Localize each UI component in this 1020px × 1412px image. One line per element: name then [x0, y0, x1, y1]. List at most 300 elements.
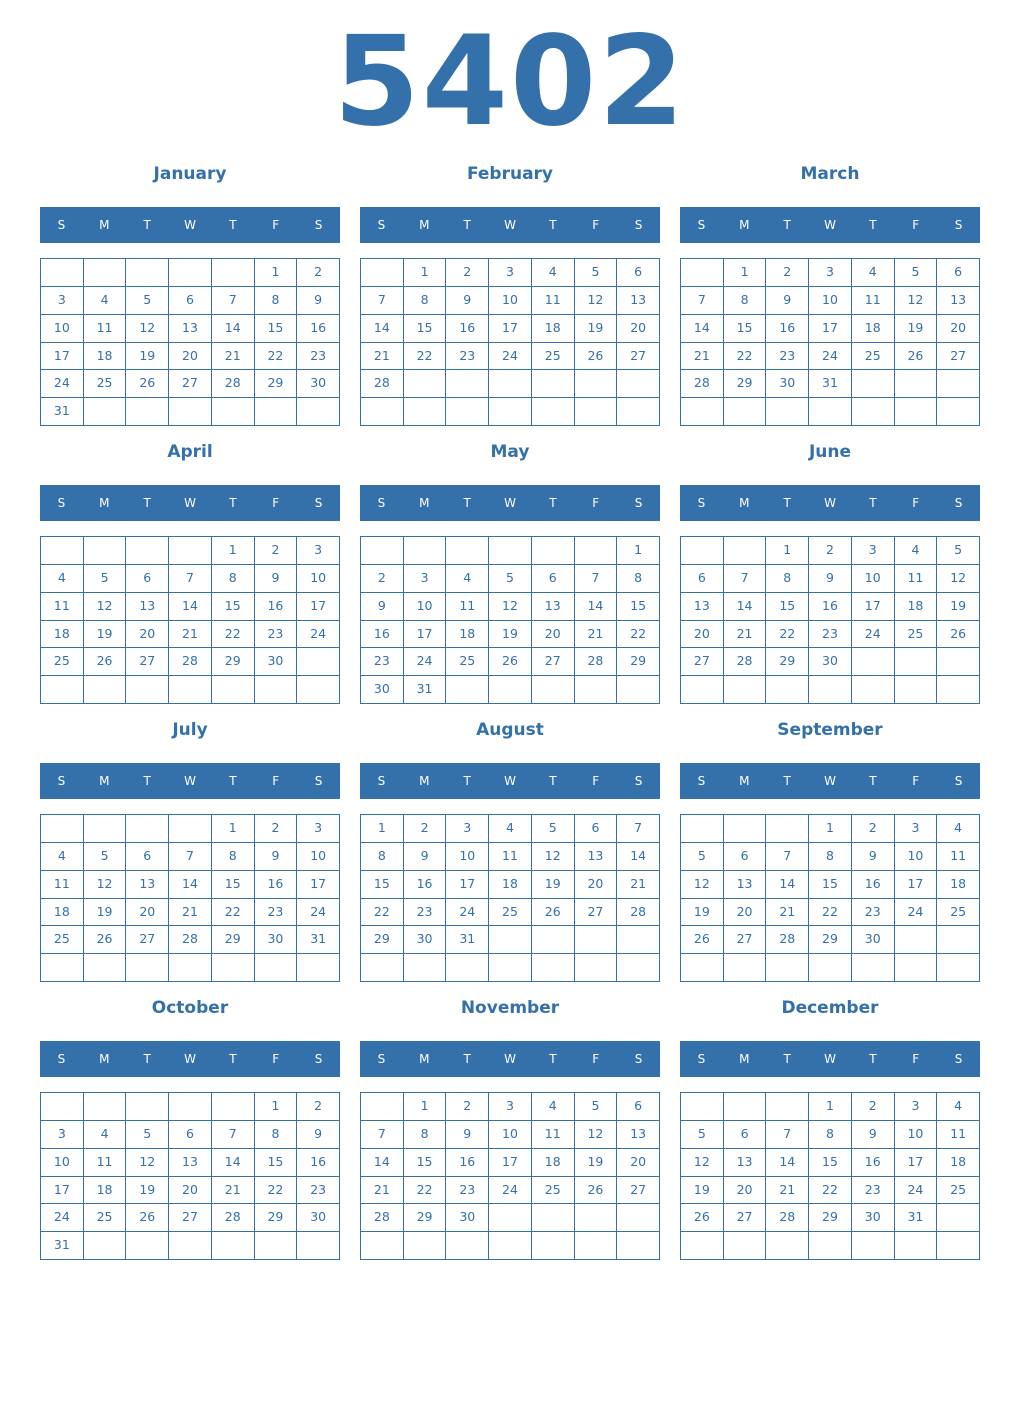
day-cell[interactable]: 22 — [809, 1177, 852, 1205]
day-cell[interactable]: 24 — [852, 621, 895, 649]
day-cell[interactable]: 7 — [169, 565, 212, 593]
day-cell[interactable]: 1 — [809, 1093, 852, 1121]
day-cell[interactable]: 30 — [809, 648, 852, 676]
day-cell[interactable]: 5 — [937, 537, 980, 565]
day-cell[interactable]: 3 — [297, 537, 340, 565]
day-cell[interactable]: 9 — [297, 1121, 340, 1149]
day-cell[interactable]: 6 — [681, 565, 724, 593]
day-cell[interactable]: 21 — [212, 1177, 255, 1205]
day-cell[interactable]: 23 — [809, 621, 852, 649]
day-cell[interactable]: 1 — [255, 1093, 298, 1121]
day-cell[interactable]: 25 — [937, 1177, 980, 1205]
day-cell[interactable]: 16 — [297, 315, 340, 343]
day-cell[interactable]: 9 — [361, 593, 404, 621]
day-cell[interactable]: 21 — [212, 343, 255, 371]
day-cell[interactable]: 3 — [297, 815, 340, 843]
day-cell[interactable]: 9 — [404, 843, 447, 871]
day-cell[interactable]: 18 — [84, 343, 127, 371]
day-cell[interactable]: 21 — [361, 343, 404, 371]
day-cell[interactable]: 26 — [681, 926, 724, 954]
day-cell[interactable]: 17 — [895, 871, 938, 899]
day-cell[interactable]: 24 — [489, 343, 532, 371]
day-cell[interactable]: 17 — [297, 593, 340, 621]
day-cell[interactable]: 26 — [126, 370, 169, 398]
day-cell[interactable]: 18 — [937, 871, 980, 899]
day-cell[interactable]: 29 — [766, 648, 809, 676]
day-cell[interactable]: 19 — [575, 1149, 618, 1177]
day-cell[interactable]: 28 — [169, 648, 212, 676]
day-cell[interactable]: 8 — [212, 565, 255, 593]
day-cell[interactable]: 30 — [255, 926, 298, 954]
day-cell[interactable]: 17 — [489, 315, 532, 343]
day-cell[interactable]: 4 — [532, 259, 575, 287]
day-cell[interactable]: 7 — [724, 565, 767, 593]
day-cell[interactable]: 16 — [255, 593, 298, 621]
day-cell[interactable]: 14 — [361, 315, 404, 343]
day-cell[interactable]: 28 — [361, 370, 404, 398]
day-cell[interactable]: 13 — [681, 593, 724, 621]
day-cell[interactable]: 13 — [617, 1121, 660, 1149]
day-cell[interactable]: 29 — [361, 926, 404, 954]
day-cell[interactable]: 27 — [126, 926, 169, 954]
day-cell[interactable]: 31 — [41, 398, 84, 426]
day-cell[interactable]: 5 — [895, 259, 938, 287]
day-cell[interactable]: 25 — [852, 343, 895, 371]
day-cell[interactable]: 23 — [255, 621, 298, 649]
day-cell[interactable]: 15 — [766, 593, 809, 621]
day-cell[interactable]: 12 — [84, 593, 127, 621]
day-cell[interactable]: 26 — [895, 343, 938, 371]
day-cell[interactable]: 2 — [766, 259, 809, 287]
day-cell[interactable]: 4 — [84, 287, 127, 315]
day-cell[interactable]: 14 — [361, 1149, 404, 1177]
day-cell[interactable]: 20 — [724, 899, 767, 927]
day-cell[interactable]: 17 — [446, 871, 489, 899]
day-cell[interactable]: 30 — [361, 676, 404, 704]
day-cell[interactable]: 1 — [212, 815, 255, 843]
day-cell[interactable]: 26 — [532, 899, 575, 927]
day-cell[interactable]: 25 — [446, 648, 489, 676]
day-cell[interactable]: 22 — [255, 1177, 298, 1205]
day-cell[interactable]: 20 — [724, 1177, 767, 1205]
day-cell[interactable]: 28 — [724, 648, 767, 676]
day-cell[interactable]: 5 — [126, 287, 169, 315]
day-cell[interactable]: 3 — [489, 1093, 532, 1121]
day-cell[interactable]: 4 — [895, 537, 938, 565]
day-cell[interactable]: 19 — [126, 1177, 169, 1205]
day-cell[interactable]: 25 — [937, 899, 980, 927]
day-cell[interactable]: 9 — [446, 1121, 489, 1149]
day-cell[interactable]: 11 — [41, 871, 84, 899]
day-cell[interactable]: 21 — [169, 621, 212, 649]
day-cell[interactable]: 30 — [404, 926, 447, 954]
day-cell[interactable]: 1 — [255, 259, 298, 287]
day-cell[interactable]: 11 — [852, 287, 895, 315]
day-cell[interactable]: 20 — [575, 871, 618, 899]
day-cell[interactable]: 5 — [84, 565, 127, 593]
day-cell[interactable]: 8 — [809, 843, 852, 871]
day-cell[interactable]: 30 — [766, 370, 809, 398]
day-cell[interactable]: 10 — [297, 565, 340, 593]
day-cell[interactable]: 3 — [895, 1093, 938, 1121]
day-cell[interactable]: 10 — [895, 1121, 938, 1149]
day-cell[interactable]: 8 — [724, 287, 767, 315]
day-cell[interactable]: 22 — [724, 343, 767, 371]
day-cell[interactable]: 22 — [212, 621, 255, 649]
day-cell[interactable]: 26 — [489, 648, 532, 676]
day-cell[interactable]: 15 — [212, 871, 255, 899]
day-cell[interactable]: 24 — [489, 1177, 532, 1205]
day-cell[interactable]: 20 — [681, 621, 724, 649]
day-cell[interactable]: 27 — [169, 370, 212, 398]
day-cell[interactable]: 17 — [41, 1177, 84, 1205]
day-cell[interactable]: 15 — [809, 1149, 852, 1177]
day-cell[interactable]: 12 — [126, 1149, 169, 1177]
day-cell[interactable]: 12 — [681, 1149, 724, 1177]
day-cell[interactable]: 10 — [404, 593, 447, 621]
day-cell[interactable]: 4 — [852, 259, 895, 287]
day-cell[interactable]: 23 — [446, 1177, 489, 1205]
day-cell[interactable]: 7 — [766, 1121, 809, 1149]
day-cell[interactable]: 4 — [532, 1093, 575, 1121]
day-cell[interactable]: 10 — [852, 565, 895, 593]
day-cell[interactable]: 5 — [532, 815, 575, 843]
day-cell[interactable]: 14 — [766, 871, 809, 899]
day-cell[interactable]: 12 — [681, 871, 724, 899]
day-cell[interactable]: 3 — [852, 537, 895, 565]
day-cell[interactable]: 14 — [681, 315, 724, 343]
day-cell[interactable]: 13 — [126, 871, 169, 899]
day-cell[interactable]: 24 — [41, 1204, 84, 1232]
day-cell[interactable]: 16 — [404, 871, 447, 899]
day-cell[interactable]: 14 — [617, 843, 660, 871]
day-cell[interactable]: 24 — [404, 648, 447, 676]
day-cell[interactable]: 7 — [361, 1121, 404, 1149]
day-cell[interactable]: 24 — [895, 1177, 938, 1205]
day-cell[interactable]: 12 — [489, 593, 532, 621]
day-cell[interactable]: 13 — [575, 843, 618, 871]
day-cell[interactable]: 19 — [895, 315, 938, 343]
day-cell[interactable]: 9 — [852, 1121, 895, 1149]
day-cell[interactable]: 1 — [212, 537, 255, 565]
day-cell[interactable]: 3 — [446, 815, 489, 843]
day-cell[interactable]: 20 — [169, 343, 212, 371]
day-cell[interactable]: 18 — [532, 315, 575, 343]
day-cell[interactable]: 26 — [84, 648, 127, 676]
day-cell[interactable]: 29 — [809, 1204, 852, 1232]
day-cell[interactable]: 22 — [809, 899, 852, 927]
day-cell[interactable]: 5 — [489, 565, 532, 593]
day-cell[interactable]: 23 — [361, 648, 404, 676]
day-cell[interactable]: 31 — [41, 1232, 84, 1260]
day-cell[interactable]: 8 — [617, 565, 660, 593]
day-cell[interactable]: 8 — [212, 843, 255, 871]
day-cell[interactable]: 19 — [126, 343, 169, 371]
day-cell[interactable]: 29 — [404, 1204, 447, 1232]
day-cell[interactable]: 24 — [41, 370, 84, 398]
day-cell[interactable]: 8 — [255, 287, 298, 315]
day-cell[interactable]: 17 — [852, 593, 895, 621]
day-cell[interactable]: 6 — [532, 565, 575, 593]
day-cell[interactable]: 13 — [126, 593, 169, 621]
day-cell[interactable]: 27 — [937, 343, 980, 371]
day-cell[interactable]: 14 — [212, 1149, 255, 1177]
day-cell[interactable]: 23 — [297, 1177, 340, 1205]
day-cell[interactable]: 15 — [809, 871, 852, 899]
day-cell[interactable]: 1 — [404, 259, 447, 287]
day-cell[interactable]: 29 — [809, 926, 852, 954]
day-cell[interactable]: 31 — [297, 926, 340, 954]
day-cell[interactable]: 26 — [937, 621, 980, 649]
day-cell[interactable]: 27 — [724, 1204, 767, 1232]
day-cell[interactable]: 21 — [169, 899, 212, 927]
day-cell[interactable]: 2 — [809, 537, 852, 565]
day-cell[interactable]: 24 — [297, 621, 340, 649]
day-cell[interactable]: 21 — [724, 621, 767, 649]
day-cell[interactable]: 12 — [575, 287, 618, 315]
day-cell[interactable]: 4 — [41, 843, 84, 871]
day-cell[interactable]: 19 — [681, 1177, 724, 1205]
day-cell[interactable]: 6 — [937, 259, 980, 287]
day-cell[interactable]: 16 — [446, 315, 489, 343]
day-cell[interactable]: 28 — [766, 926, 809, 954]
day-cell[interactable]: 13 — [724, 1149, 767, 1177]
day-cell[interactable]: 23 — [852, 899, 895, 927]
day-cell[interactable]: 17 — [297, 871, 340, 899]
day-cell[interactable]: 2 — [255, 815, 298, 843]
day-cell[interactable]: 4 — [489, 815, 532, 843]
day-cell[interactable]: 16 — [361, 621, 404, 649]
day-cell[interactable]: 22 — [404, 1177, 447, 1205]
day-cell[interactable]: 7 — [212, 1121, 255, 1149]
day-cell[interactable]: 21 — [361, 1177, 404, 1205]
day-cell[interactable]: 2 — [404, 815, 447, 843]
day-cell[interactable]: 6 — [169, 287, 212, 315]
day-cell[interactable]: 26 — [575, 1177, 618, 1205]
day-cell[interactable]: 9 — [297, 287, 340, 315]
day-cell[interactable]: 2 — [446, 1093, 489, 1121]
day-cell[interactable]: 21 — [617, 871, 660, 899]
day-cell[interactable]: 18 — [446, 621, 489, 649]
day-cell[interactable]: 28 — [617, 899, 660, 927]
day-cell[interactable]: 19 — [575, 315, 618, 343]
day-cell[interactable]: 29 — [724, 370, 767, 398]
day-cell[interactable]: 26 — [575, 343, 618, 371]
day-cell[interactable]: 29 — [255, 1204, 298, 1232]
day-cell[interactable]: 18 — [84, 1177, 127, 1205]
day-cell[interactable]: 27 — [681, 648, 724, 676]
day-cell[interactable]: 8 — [255, 1121, 298, 1149]
day-cell[interactable]: 3 — [41, 287, 84, 315]
day-cell[interactable]: 13 — [169, 1149, 212, 1177]
day-cell[interactable]: 23 — [404, 899, 447, 927]
day-cell[interactable]: 20 — [532, 621, 575, 649]
day-cell[interactable]: 18 — [41, 899, 84, 927]
day-cell[interactable]: 5 — [84, 843, 127, 871]
day-cell[interactable]: 6 — [724, 1121, 767, 1149]
day-cell[interactable]: 4 — [84, 1121, 127, 1149]
day-cell[interactable]: 25 — [41, 926, 84, 954]
day-cell[interactable]: 23 — [297, 343, 340, 371]
day-cell[interactable]: 11 — [446, 593, 489, 621]
day-cell[interactable]: 15 — [617, 593, 660, 621]
day-cell[interactable]: 11 — [532, 287, 575, 315]
day-cell[interactable]: 7 — [766, 843, 809, 871]
day-cell[interactable]: 18 — [41, 621, 84, 649]
day-cell[interactable]: 19 — [84, 899, 127, 927]
day-cell[interactable]: 22 — [404, 343, 447, 371]
day-cell[interactable]: 11 — [84, 1149, 127, 1177]
day-cell[interactable]: 12 — [532, 843, 575, 871]
day-cell[interactable]: 18 — [895, 593, 938, 621]
day-cell[interactable]: 22 — [766, 621, 809, 649]
day-cell[interactable]: 17 — [895, 1149, 938, 1177]
day-cell[interactable]: 8 — [809, 1121, 852, 1149]
day-cell[interactable]: 3 — [41, 1121, 84, 1149]
day-cell[interactable]: 25 — [489, 899, 532, 927]
day-cell[interactable]: 28 — [212, 1204, 255, 1232]
day-cell[interactable]: 12 — [575, 1121, 618, 1149]
day-cell[interactable]: 27 — [532, 648, 575, 676]
day-cell[interactable]: 27 — [575, 899, 618, 927]
day-cell[interactable]: 6 — [575, 815, 618, 843]
day-cell[interactable]: 5 — [681, 843, 724, 871]
day-cell[interactable]: 5 — [575, 259, 618, 287]
day-cell[interactable]: 4 — [41, 565, 84, 593]
day-cell[interactable]: 1 — [617, 537, 660, 565]
day-cell[interactable]: 10 — [489, 287, 532, 315]
day-cell[interactable]: 14 — [575, 593, 618, 621]
day-cell[interactable]: 10 — [895, 843, 938, 871]
day-cell[interactable]: 11 — [937, 843, 980, 871]
day-cell[interactable]: 3 — [895, 815, 938, 843]
day-cell[interactable]: 13 — [532, 593, 575, 621]
day-cell[interactable]: 31 — [446, 926, 489, 954]
day-cell[interactable]: 6 — [617, 1093, 660, 1121]
day-cell[interactable]: 6 — [126, 843, 169, 871]
day-cell[interactable]: 27 — [126, 648, 169, 676]
day-cell[interactable]: 25 — [84, 370, 127, 398]
day-cell[interactable]: 16 — [809, 593, 852, 621]
day-cell[interactable]: 20 — [169, 1177, 212, 1205]
day-cell[interactable]: 16 — [297, 1149, 340, 1177]
day-cell[interactable]: 12 — [84, 871, 127, 899]
day-cell[interactable]: 20 — [617, 315, 660, 343]
day-cell[interactable]: 8 — [766, 565, 809, 593]
day-cell[interactable]: 18 — [489, 871, 532, 899]
day-cell[interactable]: 27 — [617, 1177, 660, 1205]
day-cell[interactable]: 10 — [297, 843, 340, 871]
day-cell[interactable]: 19 — [532, 871, 575, 899]
day-cell[interactable]: 11 — [937, 1121, 980, 1149]
day-cell[interactable]: 9 — [255, 565, 298, 593]
day-cell[interactable]: 15 — [255, 315, 298, 343]
day-cell[interactable]: 19 — [937, 593, 980, 621]
day-cell[interactable]: 29 — [617, 648, 660, 676]
day-cell[interactable]: 10 — [41, 1149, 84, 1177]
day-cell[interactable]: 28 — [361, 1204, 404, 1232]
day-cell[interactable]: 20 — [937, 315, 980, 343]
day-cell[interactable]: 2 — [852, 1093, 895, 1121]
day-cell[interactable]: 29 — [255, 370, 298, 398]
day-cell[interactable]: 7 — [617, 815, 660, 843]
day-cell[interactable]: 17 — [809, 315, 852, 343]
day-cell[interactable]: 12 — [126, 315, 169, 343]
day-cell[interactable]: 13 — [937, 287, 980, 315]
day-cell[interactable]: 23 — [766, 343, 809, 371]
day-cell[interactable]: 19 — [84, 621, 127, 649]
day-cell[interactable]: 8 — [361, 843, 404, 871]
day-cell[interactable]: 15 — [361, 871, 404, 899]
day-cell[interactable]: 9 — [809, 565, 852, 593]
day-cell[interactable]: 21 — [681, 343, 724, 371]
day-cell[interactable]: 25 — [895, 621, 938, 649]
day-cell[interactable]: 18 — [937, 1149, 980, 1177]
day-cell[interactable]: 20 — [126, 899, 169, 927]
day-cell[interactable]: 10 — [446, 843, 489, 871]
day-cell[interactable]: 7 — [361, 287, 404, 315]
day-cell[interactable]: 2 — [852, 815, 895, 843]
day-cell[interactable]: 2 — [255, 537, 298, 565]
day-cell[interactable]: 11 — [41, 593, 84, 621]
day-cell[interactable]: 15 — [255, 1149, 298, 1177]
day-cell[interactable]: 2 — [297, 259, 340, 287]
day-cell[interactable]: 30 — [255, 648, 298, 676]
day-cell[interactable]: 4 — [937, 1093, 980, 1121]
day-cell[interactable]: 26 — [681, 1204, 724, 1232]
day-cell[interactable]: 30 — [297, 1204, 340, 1232]
day-cell[interactable]: 25 — [41, 648, 84, 676]
day-cell[interactable]: 22 — [617, 621, 660, 649]
day-cell[interactable]: 24 — [895, 899, 938, 927]
day-cell[interactable]: 22 — [255, 343, 298, 371]
day-cell[interactable]: 14 — [724, 593, 767, 621]
day-cell[interactable]: 30 — [446, 1204, 489, 1232]
day-cell[interactable]: 15 — [404, 1149, 447, 1177]
day-cell[interactable]: 15 — [724, 315, 767, 343]
day-cell[interactable]: 28 — [766, 1204, 809, 1232]
day-cell[interactable]: 31 — [895, 1204, 938, 1232]
day-cell[interactable]: 28 — [212, 370, 255, 398]
day-cell[interactable]: 11 — [489, 843, 532, 871]
day-cell[interactable]: 21 — [575, 621, 618, 649]
day-cell[interactable]: 29 — [212, 648, 255, 676]
day-cell[interactable]: 16 — [766, 315, 809, 343]
day-cell[interactable]: 17 — [404, 621, 447, 649]
day-cell[interactable]: 9 — [255, 843, 298, 871]
day-cell[interactable]: 9 — [766, 287, 809, 315]
day-cell[interactable]: 18 — [852, 315, 895, 343]
day-cell[interactable]: 7 — [212, 287, 255, 315]
day-cell[interactable]: 27 — [617, 343, 660, 371]
day-cell[interactable]: 25 — [84, 1204, 127, 1232]
day-cell[interactable]: 10 — [809, 287, 852, 315]
day-cell[interactable]: 5 — [575, 1093, 618, 1121]
day-cell[interactable]: 4 — [937, 815, 980, 843]
day-cell[interactable]: 6 — [126, 565, 169, 593]
day-cell[interactable]: 13 — [169, 315, 212, 343]
day-cell[interactable]: 3 — [809, 259, 852, 287]
day-cell[interactable]: 31 — [404, 676, 447, 704]
day-cell[interactable]: 10 — [489, 1121, 532, 1149]
day-cell[interactable]: 22 — [361, 899, 404, 927]
day-cell[interactable]: 13 — [617, 287, 660, 315]
day-cell[interactable]: 11 — [84, 315, 127, 343]
day-cell[interactable]: 29 — [212, 926, 255, 954]
day-cell[interactable]: 26 — [126, 1204, 169, 1232]
day-cell[interactable]: 5 — [126, 1121, 169, 1149]
day-cell[interactable]: 12 — [895, 287, 938, 315]
